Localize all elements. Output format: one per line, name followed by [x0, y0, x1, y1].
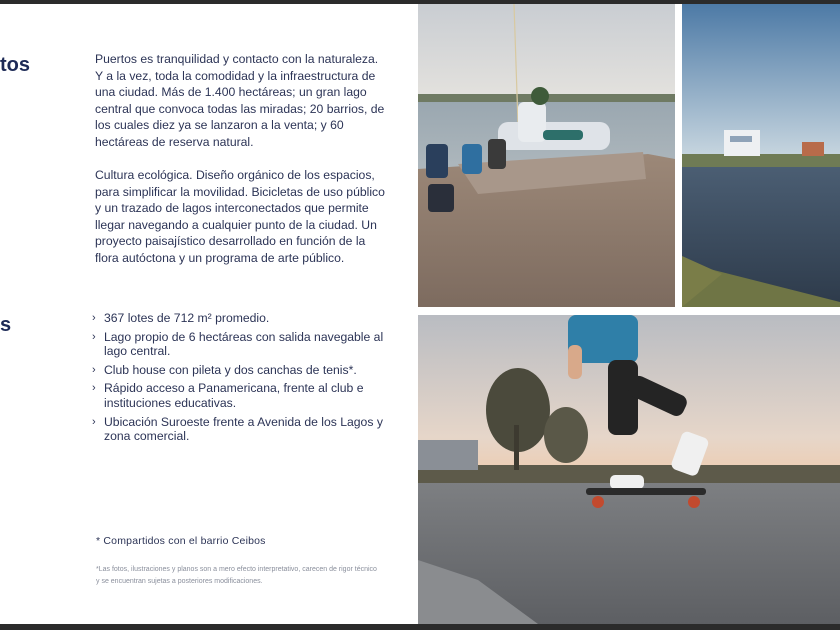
feature-text: Rápido acceso a Panamericana, frente al club e instituciones educativas. [104, 381, 364, 410]
lake-house-photo [682, 4, 840, 307]
feature-text: Club house con pileta y dos canchas de tenis*. [104, 362, 357, 377]
section-heading-cut-2: s [0, 314, 12, 336]
features-list [92, 311, 392, 448]
brochure-page [0, 4, 840, 624]
section-heading-cut-1: tos [0, 54, 30, 76]
chevron-right-icon: › [92, 415, 96, 428]
feature-text: Lago propio de 6 hectáreas con salida navegable al lago central. [104, 329, 384, 359]
feature-text: 367 lotes de 712 m² promedio. [104, 311, 270, 325]
feature-item [92, 381, 392, 410]
legal-disclaimer: *Las fotos, ilustraciones y planos son a mero efecto interpretativo, carecen de rigor técnico y se encuentran sujetas a posteriores modificaciones. [96, 566, 377, 585]
feature-item [92, 311, 392, 326]
intro-paragraph-1: Puertos es tranquilidad y contacto con la naturaleza. Y a la vez, toda la comodidad y la infraestructura de una ciudad. Más de 1.400 hectáreas; un gran lago central que convoca todas las miradas; 20 barrios, de los cuales diez ya se lanzaron a la venta; y 60 hectáreas de reserva natural. [95, 52, 385, 149]
feature-item [92, 415, 392, 444]
intro-paragraph-2: Cultura ecológica. Diseño orgánico de los espacios, para simplificar la movilidad. Bicicletas de uso público y un trazado de lagos interconectados que permite llegar navegando a cualquier punto de la ciudad. Un proyecto paisajístico desarrollado en función de la flora autóctona y un programa de arte público. [95, 168, 385, 265]
chevron-right-icon: › [92, 363, 96, 376]
wakeboard-dock-photo [418, 4, 675, 307]
chevron-right-icon: › [92, 330, 96, 343]
chevron-right-icon: › [92, 312, 96, 324]
feature-text: Ubicación Suroeste frente a Avenida de los Lagos y zona comercial. [104, 414, 383, 444]
feature-item [92, 330, 392, 359]
shared-amenities-footnote: * Compartidos con el barrio Ceibos [96, 535, 266, 547]
feature-item [92, 363, 392, 378]
chevron-right-icon: › [92, 382, 96, 395]
longboard-skater-photo [418, 315, 840, 624]
